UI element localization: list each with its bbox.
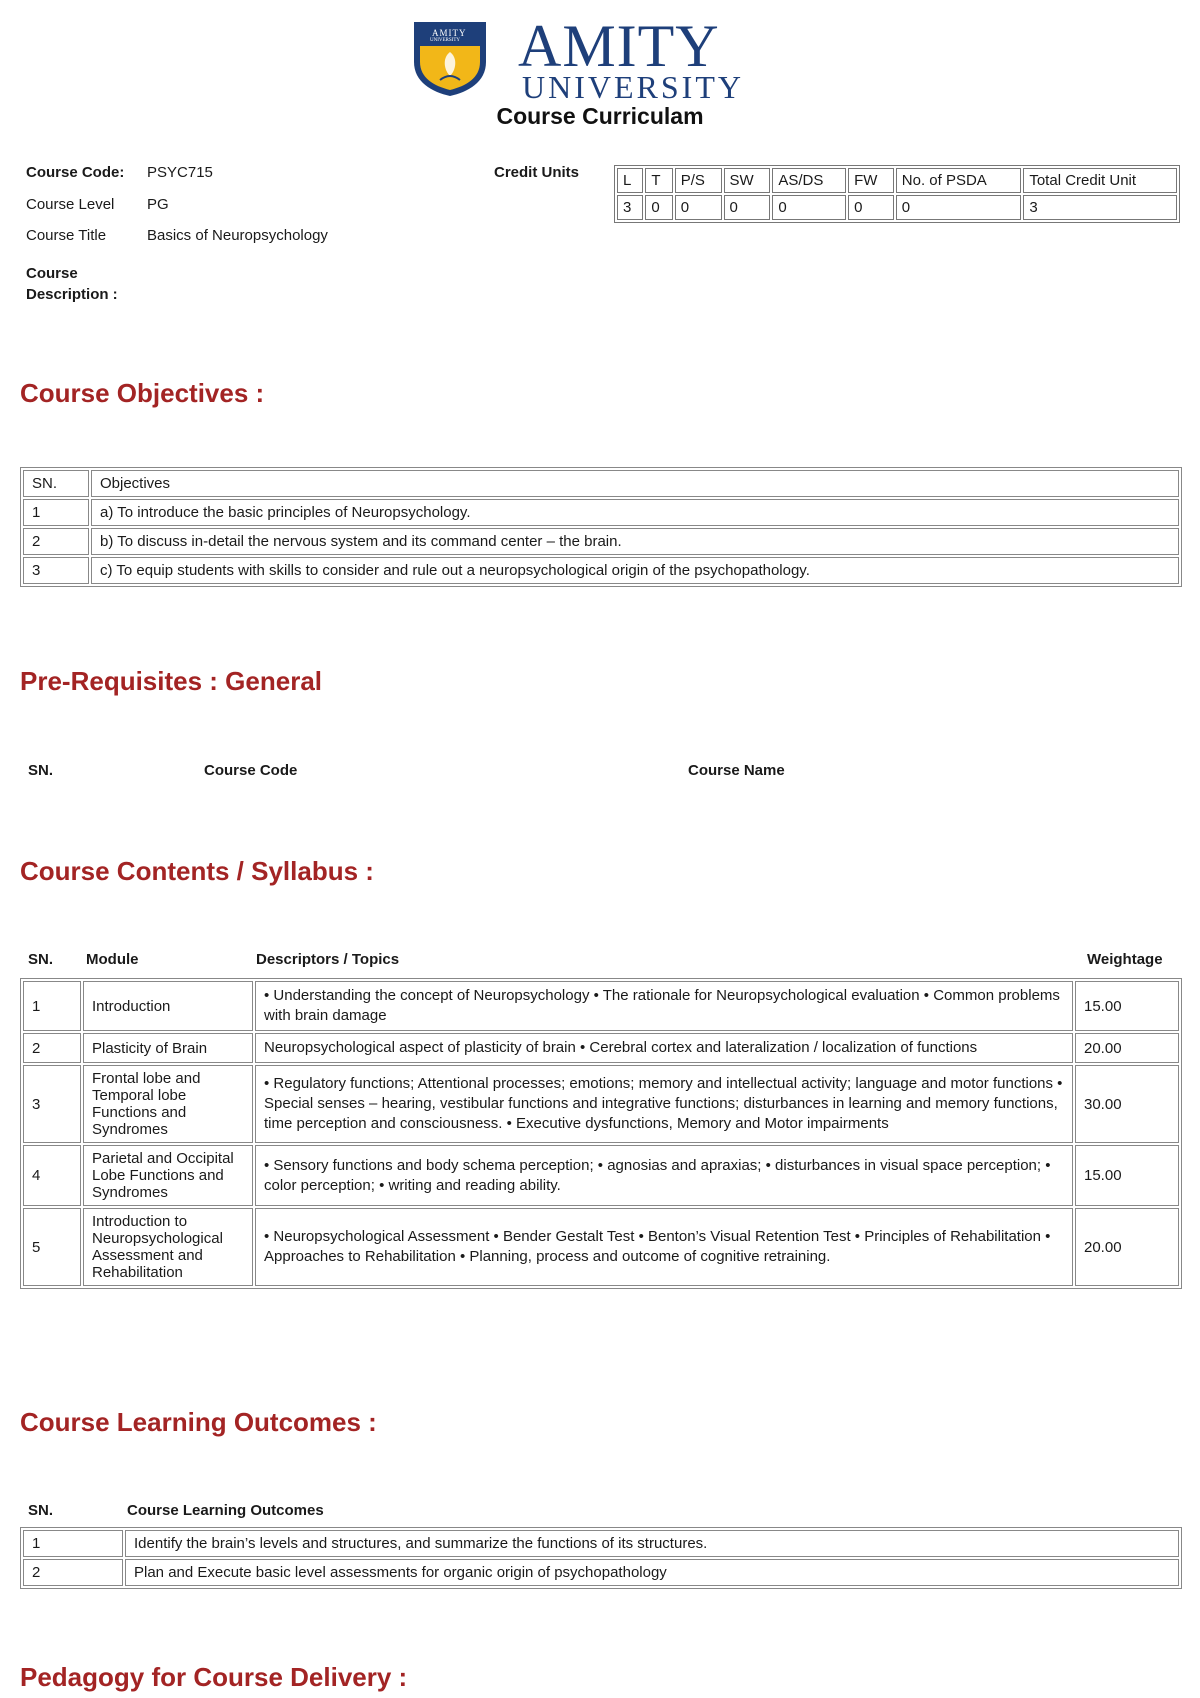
outcomes-heading: Course Learning Outcomes : xyxy=(20,1407,377,1437)
objectives-col-text: Objectives xyxy=(91,470,1179,497)
objective-sn: 2 xyxy=(23,528,89,555)
objectives-table xyxy=(20,467,1182,587)
credit-value-cell: 0 xyxy=(848,195,894,220)
syllabus-col-weight: Weightage xyxy=(1087,951,1163,968)
credit-value-cell: 0 xyxy=(675,195,722,220)
outcomes-table xyxy=(20,1527,1182,1589)
credit-header-cell: SW xyxy=(724,168,771,193)
credit-value-row xyxy=(617,195,1177,220)
syllabus-topics: • Neuropsychological Assessment • Bender Gestalt Test • Benton’s Visual Retention Test • Principles of Rehabilitation • Approaches to Rehabilitation • Planning, process and outcome of cognitive retraining. xyxy=(255,1208,1073,1286)
course-title-label: Course Title xyxy=(26,227,107,244)
table-row xyxy=(23,981,1179,1031)
shield-subtext: UNIVERSITY xyxy=(430,38,460,43)
table-row xyxy=(23,1559,1179,1586)
prereq-heading: Pre-Requisites : General xyxy=(20,666,322,696)
outcome-sn: 2 xyxy=(23,1559,123,1586)
syllabus-module: Introduction to Neuropsychological Assessment and Rehabilitation xyxy=(83,1208,253,1286)
syllabus-module: Introduction xyxy=(83,981,253,1031)
course-desc-label-2: Description : xyxy=(26,286,118,303)
credit-value-cell: 0 xyxy=(645,195,672,220)
course-desc-label-1: Course xyxy=(26,265,78,282)
credit-value-cell: 3 xyxy=(617,195,643,220)
brand-sub: UNIVERSITY xyxy=(522,69,744,105)
university-logo xyxy=(410,13,800,105)
syllabus-col-sn: SN. xyxy=(28,951,54,968)
syllabus-module: Frontal lobe and Temporal lobe Functions and Syndromes xyxy=(83,1065,253,1143)
table-row xyxy=(23,557,1179,584)
pedagogy-heading: Pedagogy for Course Delivery : xyxy=(20,1662,408,1692)
objective-sn: 1 xyxy=(23,499,89,526)
syllabus-sn: 3 xyxy=(23,1065,81,1143)
syllabus-heading: Course Contents / Syllabus : xyxy=(20,856,374,886)
syllabus-weight: 15.00 xyxy=(1075,1145,1179,1206)
shield-text: AMITY xyxy=(432,28,467,38)
table-row xyxy=(23,499,1179,526)
credit-value-cell: 0 xyxy=(724,195,771,220)
syllabus-col-topics: Descriptors / Topics xyxy=(256,951,400,968)
table-row xyxy=(23,1065,1179,1143)
credit-header-cell: T xyxy=(645,168,672,193)
objectives-header-row xyxy=(23,470,1179,497)
credit-value-cell: 0 xyxy=(896,195,1022,220)
syllabus-topics: • Understanding the concept of Neuropsychology • The rationale for Neuropsychological evaluation • Common problems with brain damage xyxy=(255,981,1073,1031)
outcome-text: Identify the brain’s levels and structures, and summarize the functions of its structures. xyxy=(125,1530,1179,1557)
brand-name: AMITY xyxy=(518,13,720,79)
syllabus-col-module: Module xyxy=(86,951,139,968)
outcome-text: Plan and Execute basic level assessments for organic origin of psychopathology xyxy=(125,1559,1179,1586)
credit-header-cell: FW xyxy=(848,168,894,193)
page-title: Course Curriculam xyxy=(496,103,704,129)
credit-header-cell: AS/DS xyxy=(772,168,846,193)
outcomes-col-sn: SN. xyxy=(28,1502,54,1519)
syllabus-sn: 2 xyxy=(23,1033,81,1063)
objective-sn: 3 xyxy=(23,557,89,584)
table-row xyxy=(23,1530,1179,1557)
course-code-label: Course Code: xyxy=(26,164,125,181)
syllabus-module: Parietal and Occipital Lobe Functions and Syndromes xyxy=(83,1145,253,1206)
syllabus-topics: • Sensory functions and body schema perception; • agnosias and apraxias; • disturbances in visual space perception; • color perception; • writing and reading ability. xyxy=(255,1145,1073,1206)
credit-header-cell: No. of PSDA xyxy=(896,168,1022,193)
credit-units-label: Credit Units xyxy=(494,164,580,181)
syllabus-weight: 15.00 xyxy=(1075,981,1179,1031)
credit-value-cell: 0 xyxy=(772,195,846,220)
course-title-value: Basics of Neuropsychology xyxy=(147,227,328,244)
prereq-col-sn: SN. xyxy=(28,762,54,779)
course-code-value: PSYC715 xyxy=(147,164,213,181)
table-row xyxy=(23,1208,1179,1286)
table-row xyxy=(23,528,1179,555)
syllabus-weight: 20.00 xyxy=(1075,1208,1179,1286)
table-row xyxy=(23,1033,1179,1063)
objective-text: a) To introduce the basic principles of Neuropsychology. xyxy=(91,499,1179,526)
syllabus-weight: 20.00 xyxy=(1075,1033,1179,1063)
outcome-sn: 1 xyxy=(23,1530,123,1557)
course-level-value: PG xyxy=(147,196,169,213)
outcomes-col-text: Course Learning Outcomes xyxy=(127,1502,324,1519)
course-level-label: Course Level xyxy=(26,196,115,213)
syllabus-sn: 4 xyxy=(23,1145,81,1206)
objectives-col-sn: SN. xyxy=(23,470,89,497)
prereq-col-name: Course Name xyxy=(688,762,785,779)
credit-header-row xyxy=(617,168,1177,193)
objectives-heading: Course Objectives : xyxy=(20,378,265,408)
credit-units-table xyxy=(614,165,1180,223)
syllabus-weight: 30.00 xyxy=(1075,1065,1179,1143)
credit-header-cell: Total Credit Unit xyxy=(1023,168,1177,193)
syllabus-table xyxy=(20,978,1182,1289)
syllabus-topics: Neuropsychological aspect of plasticity of brain • Cerebral cortex and lateralization / localization of functions xyxy=(255,1033,1073,1063)
syllabus-sn: 5 xyxy=(23,1208,81,1286)
objective-text: c) To equip students with skills to consider and rule out a neuropsychological origin of the psychopathology. xyxy=(91,557,1179,584)
credit-header-cell: P/S xyxy=(675,168,722,193)
credit-value-cell: 3 xyxy=(1023,195,1177,220)
table-row xyxy=(23,1145,1179,1206)
syllabus-module: Plasticity of Brain xyxy=(83,1033,253,1063)
credit-header-cell: L xyxy=(617,168,643,193)
prereq-col-code: Course Code xyxy=(204,762,298,779)
syllabus-sn: 1 xyxy=(23,981,81,1031)
syllabus-topics: • Regulatory functions; Attentional processes; emotions; memory and intellectual activity; language and motor functions • Special senses – hearing, vestibular functions and integrative functions; disturbances in learning and memory functions, time perception and consciousness. • Executive dysfunctions, Memory and Motor impairments xyxy=(255,1065,1073,1143)
objective-text: b) To discuss in-detail the nervous system and its command center – the brain. xyxy=(91,528,1179,555)
